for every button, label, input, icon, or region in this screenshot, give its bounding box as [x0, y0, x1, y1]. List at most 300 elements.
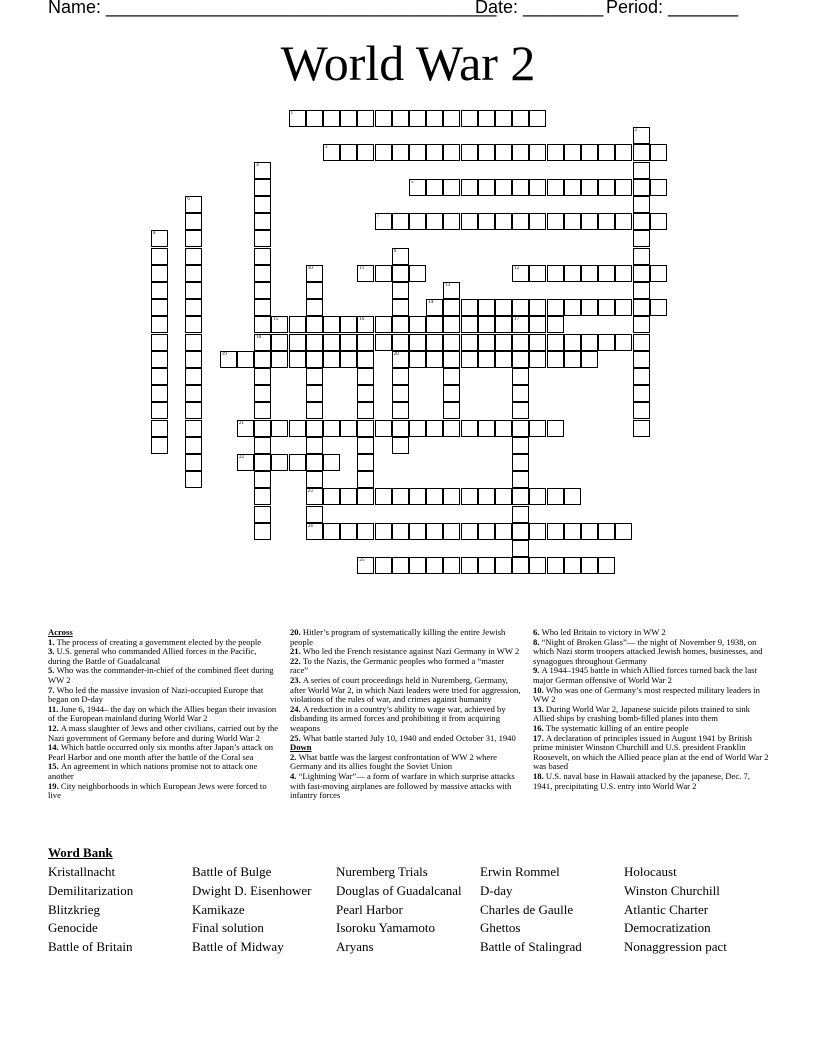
- crossword-cell[interactable]: [392, 265, 409, 282]
- crossword-cell[interactable]: [254, 402, 271, 419]
- crossword-cell[interactable]: [633, 299, 650, 316]
- crossword-cell[interactable]: [461, 523, 478, 540]
- crossword-cell[interactable]: [254, 265, 271, 282]
- crossword-cell[interactable]: [375, 144, 392, 161]
- crossword-cell[interactable]: [461, 334, 478, 351]
- crossword-cell[interactable]: [375, 265, 392, 282]
- crossword-cell[interactable]: [289, 110, 306, 127]
- crossword-cell[interactable]: [512, 299, 529, 316]
- crossword-cell[interactable]: [271, 454, 288, 471]
- crossword-cell[interactable]: [581, 179, 598, 196]
- crossword-cell[interactable]: [495, 420, 512, 437]
- crossword-cell[interactable]: [529, 144, 546, 161]
- crossword-cell[interactable]: [443, 144, 460, 161]
- crossword-cell[interactable]: [426, 316, 443, 333]
- crossword-cell[interactable]: [254, 385, 271, 402]
- crossword-cell[interactable]: [581, 144, 598, 161]
- crossword-cell[interactable]: [564, 334, 581, 351]
- crossword-cell[interactable]: [512, 179, 529, 196]
- crossword-cell[interactable]: [306, 282, 323, 299]
- crossword-cell[interactable]: [478, 316, 495, 333]
- crossword-cell[interactable]: [306, 110, 323, 127]
- crossword-cell[interactable]: [392, 488, 409, 505]
- crossword-cell[interactable]: [306, 454, 323, 471]
- crossword-cell[interactable]: [306, 334, 323, 351]
- crossword-cell[interactable]: [357, 265, 374, 282]
- crossword-cell[interactable]: [615, 213, 632, 230]
- crossword-cell[interactable]: [564, 213, 581, 230]
- crossword-cell[interactable]: [254, 248, 271, 265]
- crossword-cell[interactable]: [254, 454, 271, 471]
- crossword-cell[interactable]: [633, 248, 650, 265]
- crossword-cell[interactable]: [443, 351, 460, 368]
- crossword-cell[interactable]: [633, 230, 650, 247]
- crossword-cell[interactable]: [512, 144, 529, 161]
- crossword-cell[interactable]: [650, 179, 667, 196]
- crossword-cell[interactable]: [478, 110, 495, 127]
- crossword-cell[interactable]: [357, 557, 374, 574]
- crossword-cell[interactable]: [581, 213, 598, 230]
- crossword-cell[interactable]: [271, 420, 288, 437]
- crossword-cell[interactable]: [237, 420, 254, 437]
- crossword-cell[interactable]: [529, 488, 546, 505]
- crossword-cell[interactable]: [392, 334, 409, 351]
- crossword-cell[interactable]: [357, 488, 374, 505]
- crossword-cell[interactable]: [529, 351, 546, 368]
- crossword-cell[interactable]: [392, 213, 409, 230]
- crossword-cell[interactable]: [512, 402, 529, 419]
- crossword-cell[interactable]: [443, 557, 460, 574]
- crossword-cell[interactable]: [237, 454, 254, 471]
- crossword-cell[interactable]: [633, 282, 650, 299]
- crossword-cell[interactable]: [547, 316, 564, 333]
- crossword-cell[interactable]: [529, 316, 546, 333]
- crossword-cell[interactable]: [306, 437, 323, 454]
- crossword-cell[interactable]: [375, 334, 392, 351]
- crossword-cell[interactable]: [254, 299, 271, 316]
- crossword-cell[interactable]: [426, 144, 443, 161]
- crossword-cell[interactable]: [392, 523, 409, 540]
- crossword-cell[interactable]: [426, 557, 443, 574]
- crossword-cell[interactable]: [443, 213, 460, 230]
- crossword-cell[interactable]: [443, 334, 460, 351]
- crossword-cell[interactable]: [185, 213, 202, 230]
- crossword-cell[interactable]: [426, 488, 443, 505]
- crossword-cell[interactable]: [443, 420, 460, 437]
- crossword-cell[interactable]: [633, 385, 650, 402]
- crossword-cell[interactable]: [409, 351, 426, 368]
- crossword-cell[interactable]: [495, 316, 512, 333]
- crossword-cell[interactable]: [357, 471, 374, 488]
- crossword-cell[interactable]: [306, 506, 323, 523]
- crossword-cell[interactable]: [409, 557, 426, 574]
- crossword-cell[interactable]: [478, 299, 495, 316]
- crossword-cell[interactable]: [323, 334, 340, 351]
- crossword-cell[interactable]: [185, 402, 202, 419]
- crossword-cell[interactable]: [547, 420, 564, 437]
- crossword-cell[interactable]: [357, 144, 374, 161]
- crossword-cell[interactable]: [633, 179, 650, 196]
- crossword-cell[interactable]: [512, 437, 529, 454]
- crossword-cell[interactable]: [254, 523, 271, 540]
- crossword-cell[interactable]: [547, 351, 564, 368]
- crossword-cell[interactable]: [633, 402, 650, 419]
- crossword-cell[interactable]: [598, 299, 615, 316]
- crossword-cell[interactable]: [564, 523, 581, 540]
- crossword-cell[interactable]: [529, 334, 546, 351]
- crossword-cell[interactable]: [185, 437, 202, 454]
- crossword-cell[interactable]: [409, 179, 426, 196]
- crossword-cell[interactable]: [426, 110, 443, 127]
- crossword-cell[interactable]: [633, 420, 650, 437]
- crossword-cell[interactable]: [495, 299, 512, 316]
- crossword-cell[interactable]: [547, 557, 564, 574]
- crossword-cell[interactable]: [443, 110, 460, 127]
- crossword-cell[interactable]: [237, 351, 254, 368]
- crossword-cell[interactable]: [564, 265, 581, 282]
- crossword-cell[interactable]: [220, 351, 237, 368]
- crossword-cell[interactable]: [564, 299, 581, 316]
- crossword-cell[interactable]: [392, 316, 409, 333]
- crossword-cell[interactable]: [547, 334, 564, 351]
- crossword-cell[interactable]: [598, 334, 615, 351]
- crossword-cell[interactable]: [478, 213, 495, 230]
- crossword-cell[interactable]: [151, 248, 168, 265]
- crossword-cell[interactable]: [443, 488, 460, 505]
- crossword-cell[interactable]: [512, 506, 529, 523]
- crossword-cell[interactable]: [478, 523, 495, 540]
- crossword-cell[interactable]: [271, 351, 288, 368]
- crossword-cell[interactable]: [357, 437, 374, 454]
- crossword-cell[interactable]: [392, 282, 409, 299]
- crossword-cell[interactable]: [254, 196, 271, 213]
- crossword-cell[interactable]: [392, 385, 409, 402]
- crossword-cell[interactable]: [581, 557, 598, 574]
- crossword-cell[interactable]: [151, 437, 168, 454]
- crossword-cell[interactable]: [151, 265, 168, 282]
- crossword-cell[interactable]: [375, 523, 392, 540]
- crossword-cell[interactable]: [564, 179, 581, 196]
- crossword-cell[interactable]: [443, 316, 460, 333]
- crossword-cell[interactable]: [512, 454, 529, 471]
- crossword-cell[interactable]: [151, 316, 168, 333]
- crossword-cell[interactable]: [323, 351, 340, 368]
- crossword-cell[interactable]: [306, 351, 323, 368]
- crossword-cell[interactable]: [633, 127, 650, 144]
- crossword-cell[interactable]: [289, 334, 306, 351]
- crossword-cell[interactable]: [409, 110, 426, 127]
- crossword-cell[interactable]: [340, 144, 357, 161]
- crossword-cell[interactable]: [598, 213, 615, 230]
- crossword-cell[interactable]: [340, 334, 357, 351]
- crossword-cell[interactable]: [185, 248, 202, 265]
- crossword-cell[interactable]: [340, 488, 357, 505]
- crossword-cell[interactable]: [375, 316, 392, 333]
- crossword-cell[interactable]: [461, 316, 478, 333]
- crossword-cell[interactable]: [547, 179, 564, 196]
- crossword-cell[interactable]: [289, 454, 306, 471]
- crossword-cell[interactable]: [581, 523, 598, 540]
- crossword-cell[interactable]: [495, 557, 512, 574]
- crossword-cell[interactable]: [512, 110, 529, 127]
- crossword-cell[interactable]: [426, 213, 443, 230]
- crossword-cell[interactable]: [185, 196, 202, 213]
- crossword-cell[interactable]: [392, 420, 409, 437]
- crossword-cell[interactable]: [357, 316, 374, 333]
- crossword-cell[interactable]: [512, 488, 529, 505]
- crossword-cell[interactable]: [443, 402, 460, 419]
- crossword-cell[interactable]: [529, 523, 546, 540]
- crossword-cell[interactable]: [512, 420, 529, 437]
- crossword-cell[interactable]: [375, 110, 392, 127]
- crossword-cell[interactable]: [185, 230, 202, 247]
- crossword-cell[interactable]: [478, 334, 495, 351]
- crossword-cell[interactable]: [392, 144, 409, 161]
- crossword-cell[interactable]: [650, 265, 667, 282]
- crossword-cell[interactable]: [461, 179, 478, 196]
- crossword-cell[interactable]: [306, 471, 323, 488]
- crossword-cell[interactable]: [185, 299, 202, 316]
- crossword-cell[interactable]: [426, 351, 443, 368]
- crossword-cell[interactable]: [392, 299, 409, 316]
- crossword-cell[interactable]: [443, 385, 460, 402]
- crossword-cell[interactable]: [633, 316, 650, 333]
- crossword-cell[interactable]: [409, 265, 426, 282]
- crossword-cell[interactable]: [633, 368, 650, 385]
- crossword-cell[interactable]: [650, 213, 667, 230]
- crossword-cell[interactable]: [478, 351, 495, 368]
- crossword-cell[interactable]: [495, 179, 512, 196]
- crossword-cell[interactable]: [340, 316, 357, 333]
- crossword-cell[interactable]: [512, 540, 529, 557]
- crossword-cell[interactable]: [529, 179, 546, 196]
- crossword-cell[interactable]: [512, 213, 529, 230]
- crossword-cell[interactable]: [495, 144, 512, 161]
- crossword-cell[interactable]: [409, 144, 426, 161]
- crossword-cell[interactable]: [306, 523, 323, 540]
- crossword-cell[interactable]: [512, 557, 529, 574]
- crossword-cell[interactable]: [564, 144, 581, 161]
- crossword-cell[interactable]: [495, 351, 512, 368]
- crossword-cell[interactable]: [409, 488, 426, 505]
- crossword-cell[interactable]: [564, 351, 581, 368]
- crossword-cell[interactable]: [547, 144, 564, 161]
- crossword-cell[interactable]: [357, 110, 374, 127]
- crossword-cell[interactable]: [650, 299, 667, 316]
- crossword-cell[interactable]: [357, 351, 374, 368]
- crossword-cell[interactable]: [409, 213, 426, 230]
- crossword-cell[interactable]: [512, 471, 529, 488]
- crossword-cell[interactable]: [392, 437, 409, 454]
- crossword-cell[interactable]: [564, 557, 581, 574]
- crossword-cell[interactable]: [650, 144, 667, 161]
- crossword-cell[interactable]: [495, 488, 512, 505]
- crossword-cell[interactable]: [633, 162, 650, 179]
- crossword-cell[interactable]: [529, 265, 546, 282]
- crossword-cell[interactable]: [615, 144, 632, 161]
- crossword-cell[interactable]: [598, 265, 615, 282]
- crossword-cell[interactable]: [426, 420, 443, 437]
- crossword-cell[interactable]: [443, 368, 460, 385]
- crossword-cell[interactable]: [151, 299, 168, 316]
- crossword-cell[interactable]: [426, 179, 443, 196]
- crossword-cell[interactable]: [151, 334, 168, 351]
- crossword-cell[interactable]: [461, 213, 478, 230]
- crossword-cell[interactable]: [581, 351, 598, 368]
- crossword-cell[interactable]: [461, 488, 478, 505]
- crossword-cell[interactable]: [323, 316, 340, 333]
- crossword-cell[interactable]: [340, 351, 357, 368]
- crossword-cell[interactable]: [615, 179, 632, 196]
- crossword-cell[interactable]: [289, 351, 306, 368]
- crossword-cell[interactable]: [271, 334, 288, 351]
- crossword-cell[interactable]: [598, 179, 615, 196]
- crossword-cell[interactable]: [409, 316, 426, 333]
- crossword-cell[interactable]: [151, 368, 168, 385]
- crossword-cell[interactable]: [185, 385, 202, 402]
- crossword-cell[interactable]: [512, 385, 529, 402]
- crossword-cell[interactable]: [340, 110, 357, 127]
- crossword-cell[interactable]: [254, 213, 271, 230]
- crossword-cell[interactable]: [409, 420, 426, 437]
- crossword-cell[interactable]: [151, 282, 168, 299]
- crossword-cell[interactable]: [185, 420, 202, 437]
- crossword-cell[interactable]: [254, 230, 271, 247]
- crossword-cell[interactable]: [598, 144, 615, 161]
- crossword-cell[interactable]: [323, 110, 340, 127]
- crossword-cell[interactable]: [151, 230, 168, 247]
- crossword-cell[interactable]: [254, 334, 271, 351]
- crossword-cell[interactable]: [547, 299, 564, 316]
- crossword-cell[interactable]: [185, 265, 202, 282]
- crossword-cell[interactable]: [547, 213, 564, 230]
- crossword-cell[interactable]: [306, 420, 323, 437]
- crossword-cell[interactable]: [495, 334, 512, 351]
- crossword-cell[interactable]: [529, 110, 546, 127]
- crossword-cell[interactable]: [306, 368, 323, 385]
- crossword-cell[interactable]: [529, 299, 546, 316]
- crossword-cell[interactable]: [185, 282, 202, 299]
- crossword-cell[interactable]: [375, 213, 392, 230]
- crossword-cell[interactable]: [357, 334, 374, 351]
- crossword-cell[interactable]: [512, 351, 529, 368]
- crossword-cell[interactable]: [392, 557, 409, 574]
- crossword-cell[interactable]: [461, 557, 478, 574]
- crossword-cell[interactable]: [581, 299, 598, 316]
- crossword-cell[interactable]: [615, 265, 632, 282]
- crossword-cell[interactable]: [633, 334, 650, 351]
- crossword-cell[interactable]: [512, 523, 529, 540]
- crossword-cell[interactable]: [581, 334, 598, 351]
- crossword-cell[interactable]: [564, 488, 581, 505]
- crossword-cell[interactable]: [598, 523, 615, 540]
- crossword-cell[interactable]: [306, 265, 323, 282]
- crossword-cell[interactable]: [426, 299, 443, 316]
- crossword-cell[interactable]: [151, 385, 168, 402]
- crossword-cell[interactable]: [392, 248, 409, 265]
- crossword-cell[interactable]: [185, 351, 202, 368]
- crossword-cell[interactable]: [478, 557, 495, 574]
- crossword-cell[interactable]: [426, 334, 443, 351]
- crossword-cell[interactable]: [357, 368, 374, 385]
- crossword-cell[interactable]: [185, 368, 202, 385]
- crossword-cell[interactable]: [409, 334, 426, 351]
- crossword-cell[interactable]: [512, 368, 529, 385]
- crossword-cell[interactable]: [547, 265, 564, 282]
- crossword-cell[interactable]: [443, 299, 460, 316]
- crossword-cell[interactable]: [392, 351, 409, 368]
- crossword-cell[interactable]: [254, 488, 271, 505]
- crossword-cell[interactable]: [306, 385, 323, 402]
- crossword-cell[interactable]: [375, 420, 392, 437]
- crossword-cell[interactable]: [357, 454, 374, 471]
- crossword-cell[interactable]: [581, 265, 598, 282]
- crossword-cell[interactable]: [340, 523, 357, 540]
- crossword-cell[interactable]: [254, 316, 271, 333]
- crossword-cell[interactable]: [151, 420, 168, 437]
- crossword-cell[interactable]: [461, 351, 478, 368]
- crossword-cell[interactable]: [185, 334, 202, 351]
- crossword-cell[interactable]: [633, 213, 650, 230]
- crossword-cell[interactable]: [547, 523, 564, 540]
- crossword-cell[interactable]: [289, 420, 306, 437]
- crossword-cell[interactable]: [443, 179, 460, 196]
- crossword-cell[interactable]: [495, 213, 512, 230]
- crossword-cell[interactable]: [615, 299, 632, 316]
- crossword-cell[interactable]: [392, 110, 409, 127]
- crossword-cell[interactable]: [185, 471, 202, 488]
- crossword-cell[interactable]: [615, 334, 632, 351]
- crossword-cell[interactable]: [443, 282, 460, 299]
- crossword-cell[interactable]: [443, 523, 460, 540]
- crossword-cell[interactable]: [461, 144, 478, 161]
- crossword-cell[interactable]: [254, 420, 271, 437]
- crossword-cell[interactable]: [461, 299, 478, 316]
- crossword-cell[interactable]: [461, 420, 478, 437]
- crossword-cell[interactable]: [185, 316, 202, 333]
- crossword-cell[interactable]: [254, 162, 271, 179]
- crossword-cell[interactable]: [151, 351, 168, 368]
- crossword-cell[interactable]: [512, 316, 529, 333]
- crossword-cell[interactable]: [254, 471, 271, 488]
- crossword-cell[interactable]: [323, 420, 340, 437]
- crossword-cell[interactable]: [271, 316, 288, 333]
- crossword-cell[interactable]: [306, 402, 323, 419]
- crossword-cell[interactable]: [289, 316, 306, 333]
- crossword-cell[interactable]: [633, 265, 650, 282]
- crossword-cell[interactable]: [409, 523, 426, 540]
- crossword-cell[interactable]: [375, 557, 392, 574]
- crossword-cell[interactable]: [478, 179, 495, 196]
- crossword-cell[interactable]: [254, 437, 271, 454]
- crossword-cell[interactable]: [529, 213, 546, 230]
- crossword-cell[interactable]: [615, 523, 632, 540]
- crossword-cell[interactable]: [512, 334, 529, 351]
- crossword-cell[interactable]: [306, 316, 323, 333]
- crossword-cell[interactable]: [478, 144, 495, 161]
- crossword-cell[interactable]: [529, 420, 546, 437]
- crossword-cell[interactable]: [461, 110, 478, 127]
- crossword-cell[interactable]: [323, 454, 340, 471]
- crossword-cell[interactable]: [633, 351, 650, 368]
- crossword-cell[interactable]: [323, 488, 340, 505]
- crossword-cell[interactable]: [633, 144, 650, 161]
- crossword-cell[interactable]: [529, 557, 546, 574]
- crossword-cell[interactable]: [478, 488, 495, 505]
- crossword-cell[interactable]: [254, 282, 271, 299]
- crossword-cell[interactable]: [495, 523, 512, 540]
- crossword-cell[interactable]: [306, 299, 323, 316]
